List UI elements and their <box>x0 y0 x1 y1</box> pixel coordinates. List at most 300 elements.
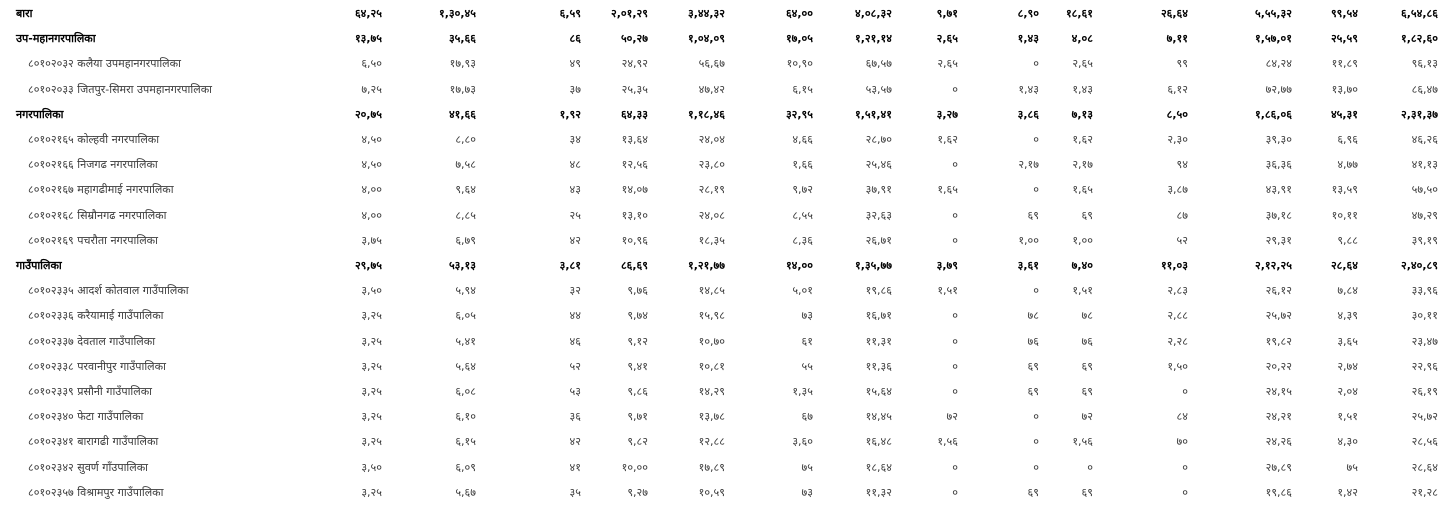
value-cell: ५३,१३ <box>448 259 476 272</box>
value-cell: ३,४४,३२ <box>688 7 725 20</box>
value-cell: ३९,३० <box>1265 133 1292 146</box>
value-cell: ३,२५ <box>361 410 382 424</box>
value-cell: ६,५९ <box>559 7 581 20</box>
value-cell: २९,३१ <box>1265 233 1292 247</box>
value-cell: ० <box>1033 284 1039 298</box>
value-cell: ७६ <box>1027 334 1039 348</box>
value-cell: ६,७९ <box>455 233 476 247</box>
value-cell: १४,८५ <box>698 284 725 298</box>
value-cell: ८६,४७ <box>1411 82 1438 96</box>
value-cell: ७० <box>1176 435 1188 449</box>
table-row <box>0 51 1453 76</box>
value-cell: ३,२५ <box>361 385 382 398</box>
table-row <box>0 228 1453 253</box>
value-cell: १,५० <box>1167 359 1188 373</box>
value-cell: ४३ <box>569 183 581 197</box>
value-cell: १०,५९ <box>698 485 725 499</box>
value-cell: २,८३ <box>1167 284 1188 298</box>
value-cell: १३,५९ <box>1331 183 1358 197</box>
value-cell: ९,८८ <box>1337 233 1358 247</box>
value-cell: ३,५० <box>361 284 382 298</box>
row-label: ८०१०२१६६ निजगढ नगरपालिका <box>28 158 158 172</box>
value-cell: ६,१५ <box>455 435 476 449</box>
value-cell: ८६ <box>569 32 581 46</box>
value-cell: ९,७६ <box>627 284 648 298</box>
table-row <box>0 379 1453 404</box>
value-cell: ६,०८ <box>455 385 476 398</box>
value-cell: १,४३ <box>1017 32 1039 46</box>
value-cell: १७,९३ <box>449 57 476 71</box>
value-cell: ७५ <box>801 460 813 474</box>
value-cell: ७२ <box>946 410 958 424</box>
value-cell: १,५१ <box>1337 410 1358 424</box>
value-cell: ९९ <box>1176 57 1188 71</box>
value-cell: ३,२७ <box>936 107 958 121</box>
value-cell: ४८ <box>569 158 581 172</box>
value-cell: १२,५६ <box>621 158 648 172</box>
value-cell: १०,७० <box>698 334 725 348</box>
value-cell: ५५ <box>801 359 813 373</box>
value-cell: २५,७२ <box>1265 309 1292 323</box>
row-label: उप-महानगरपालिका <box>16 32 96 46</box>
table-row <box>0 354 1453 379</box>
value-cell: ४६,२६ <box>1411 133 1438 146</box>
value-cell: २,०४ <box>1337 385 1358 398</box>
value-cell: ५,४१ <box>455 334 476 348</box>
row-label: ८०१०२१६७ महागढीमाई नगरपालिका <box>28 183 174 197</box>
value-cell: ३५ <box>569 485 581 499</box>
value-cell: ८,९० <box>1017 7 1039 20</box>
row-label: ८०१०२३३६ करैयामाई गाउँपालिका <box>28 309 164 323</box>
value-cell: ७,८४ <box>1337 284 1358 298</box>
value-cell: ७३ <box>801 485 813 499</box>
value-cell: ० <box>952 233 958 247</box>
value-cell: १६,७१ <box>865 309 892 323</box>
value-cell: १,९२ <box>559 107 581 121</box>
value-cell: ७३ <box>801 309 813 323</box>
value-cell: ४७,२९ <box>1411 208 1438 222</box>
table-row <box>0 429 1453 454</box>
value-cell: ० <box>1182 385 1188 398</box>
row-label: ८०१०२३४० फेटा गाउँपालिका <box>28 410 144 424</box>
value-cell: १३,७० <box>1331 82 1358 96</box>
value-cell: १,३५,७७ <box>855 259 892 272</box>
value-cell: १,१८,४६ <box>688 107 725 121</box>
value-cell: २८,७० <box>865 133 892 146</box>
table-row <box>0 77 1453 102</box>
value-cell: ५,९४ <box>455 284 476 298</box>
value-cell: ० <box>1033 435 1039 449</box>
value-cell: १,५७,०१ <box>1255 32 1292 46</box>
table-row-subtotal <box>0 26 1453 51</box>
value-cell: ९,७१ <box>627 410 648 424</box>
value-cell: १,४२ <box>1337 485 1358 499</box>
value-cell: ० <box>952 385 958 398</box>
value-cell: ३०,११ <box>1411 309 1438 323</box>
value-cell: ६९ <box>1081 385 1093 398</box>
value-cell: ५,५५,३२ <box>1255 7 1292 20</box>
value-cell: ११,०३ <box>1160 259 1188 272</box>
value-cell: २,४०,८९ <box>1401 259 1438 272</box>
value-cell: ११,८९ <box>1331 57 1358 71</box>
value-cell: ६४,३३ <box>620 107 648 121</box>
value-cell: २५ <box>569 208 581 222</box>
row-label: ८०१०२१६८ सिम्रौनगढ नगरपालिका <box>28 208 167 222</box>
value-cell: ८,३६ <box>792 233 813 247</box>
table-row-subtotal <box>0 1 1453 26</box>
value-cell: १५,६४ <box>865 385 892 398</box>
value-cell: २,१७ <box>1018 158 1039 172</box>
value-cell: ० <box>1182 485 1188 499</box>
value-cell: २,६५ <box>936 32 958 46</box>
row-label: ८०१०२३४२ सुवर्ण गाँउपालिका <box>28 460 149 474</box>
value-cell: १०,८१ <box>698 359 725 373</box>
value-cell: १४,४५ <box>865 410 892 424</box>
value-cell: ० <box>1087 460 1093 474</box>
value-cell: २४,९२ <box>621 57 648 71</box>
value-cell: ६,१० <box>455 410 476 424</box>
value-cell: ४५,३१ <box>1330 107 1358 121</box>
value-cell: ० <box>952 309 958 323</box>
value-cell: ५६,६७ <box>698 57 725 71</box>
value-cell: ५२ <box>1176 233 1188 247</box>
value-cell: ६१ <box>801 334 813 348</box>
value-cell: ३७,९१ <box>865 183 892 197</box>
value-cell: १,३०,४५ <box>439 7 476 20</box>
value-cell: १९,८२ <box>1265 334 1292 348</box>
value-cell: ७२,७७ <box>1265 82 1292 96</box>
value-cell: ४,७७ <box>1337 158 1358 172</box>
value-cell: १,४३ <box>1072 82 1093 96</box>
value-cell: ० <box>952 359 958 373</box>
table-row <box>0 329 1453 354</box>
value-cell: ७,११ <box>1166 32 1188 46</box>
value-cell: २,१७ <box>1072 158 1093 172</box>
value-cell: ९,८२ <box>627 435 648 449</box>
table-row <box>0 127 1453 152</box>
value-cell: २६,१९ <box>1411 385 1438 398</box>
value-cell: २४,१५ <box>1265 385 1292 398</box>
value-cell: २,२८ <box>1167 334 1188 348</box>
value-cell: ३,२५ <box>361 309 382 323</box>
value-cell: २४,०४ <box>698 133 725 146</box>
value-cell: १,२१,१४ <box>855 32 892 46</box>
row-label: ८०१०२३३९ प्रसौनी गाउँपालिका <box>28 385 153 398</box>
value-cell: ३४ <box>569 133 581 146</box>
value-cell: ७,५८ <box>455 158 476 172</box>
value-cell: ९४ <box>1176 158 1188 172</box>
value-cell: ८४ <box>1176 410 1188 424</box>
value-cell: १७,८९ <box>698 460 725 474</box>
value-cell: ० <box>952 82 958 96</box>
value-cell: ६,१२ <box>1167 82 1188 96</box>
value-cell: १,२१,७७ <box>688 259 725 272</box>
value-cell: ३,६५ <box>1337 334 1358 348</box>
value-cell: २५,५९ <box>1330 32 1358 46</box>
value-cell: ७६ <box>1081 334 1093 348</box>
value-cell: ९,२७ <box>627 485 648 499</box>
value-cell: ११,३२ <box>865 485 892 499</box>
value-cell: १,५६ <box>1072 435 1093 449</box>
value-cell: ३६,३६ <box>1265 158 1292 172</box>
value-cell: ४,३९ <box>1337 309 1358 323</box>
value-cell: २,१२,२५ <box>1255 259 1292 272</box>
value-cell: ० <box>952 208 958 222</box>
value-cell: २३,८० <box>698 158 725 172</box>
value-cell: ९,८६ <box>627 385 648 398</box>
value-cell: ३३,९६ <box>1411 284 1438 298</box>
value-cell: ८४,२४ <box>1265 57 1292 71</box>
value-cell: २,७४ <box>1337 359 1358 373</box>
value-cell: ८,५५ <box>792 208 813 222</box>
value-cell: ६९ <box>1081 485 1093 499</box>
value-cell: २,६५ <box>937 57 958 71</box>
value-cell: ६९ <box>1027 385 1039 398</box>
value-cell: ३९,१९ <box>1411 233 1438 247</box>
value-cell: २४,०८ <box>698 208 725 222</box>
value-cell: ३,२५ <box>361 435 382 449</box>
value-cell: ८७ <box>1176 208 1188 222</box>
value-cell: ३,८६ <box>1017 107 1039 121</box>
value-cell: ३,७९ <box>936 259 958 272</box>
value-cell: १,८२,६० <box>1401 32 1438 46</box>
value-cell: ६९ <box>1081 359 1093 373</box>
value-cell: ३,२५ <box>361 485 382 499</box>
value-cell: ० <box>1033 460 1039 474</box>
value-cell: १,३५ <box>792 385 813 398</box>
value-cell: ५०,२७ <box>620 32 648 46</box>
value-cell: ४,०८,३२ <box>855 7 892 20</box>
value-cell: १,५१,४१ <box>855 107 892 121</box>
value-cell: ९,७२ <box>792 183 813 197</box>
value-cell: २९,७५ <box>354 259 382 272</box>
value-cell: ५३ <box>569 385 581 398</box>
table-row <box>0 203 1453 228</box>
value-cell: ६७ <box>801 410 813 424</box>
value-cell: ९९,५४ <box>1330 7 1358 20</box>
row-label: ८०१०२१६५ कोल्हवी नगरपालिका <box>28 133 160 146</box>
value-cell: ३७ <box>569 82 581 96</box>
value-cell: २,०१,२९ <box>611 7 648 20</box>
value-cell: १,०० <box>1072 233 1093 247</box>
value-cell: १८,६४ <box>865 460 892 474</box>
value-cell: ३२,९५ <box>785 107 813 121</box>
value-cell: ४९ <box>569 57 581 71</box>
table-row <box>0 152 1453 177</box>
value-cell: २८,६४ <box>1411 460 1438 474</box>
value-cell: १८,६१ <box>1065 7 1093 20</box>
value-cell: ४७,४२ <box>698 82 725 96</box>
value-cell: ९,७४ <box>627 309 648 323</box>
table-row-subtotal <box>0 102 1453 127</box>
value-cell: २०,२२ <box>1265 359 1292 373</box>
value-cell: २०,७५ <box>354 107 382 121</box>
value-cell: २२,९६ <box>1411 359 1438 373</box>
value-cell: ० <box>952 485 958 499</box>
row-label: ८०१०२३४१ बारागढी गाउँपालिका <box>28 435 159 449</box>
value-cell: ९,४१ <box>627 359 648 373</box>
value-cell: १५,९८ <box>698 309 725 323</box>
value-cell: १०,०० <box>621 460 648 474</box>
value-cell: १७,०५ <box>785 32 813 46</box>
value-cell: ४२ <box>569 233 581 247</box>
table-row <box>0 303 1453 328</box>
row-label: ८०१०२१६९ पचरौता नगरपालिका <box>28 233 158 247</box>
value-cell: ३,५० <box>361 460 382 474</box>
value-cell: १२,८८ <box>698 435 725 449</box>
table-row <box>0 480 1453 505</box>
value-cell: १४,२९ <box>698 385 725 398</box>
value-cell: २६,१२ <box>1265 284 1292 298</box>
value-cell: ४१,१३ <box>1411 158 1438 172</box>
value-cell: २५,३५ <box>621 82 648 96</box>
value-cell: ० <box>1033 133 1039 146</box>
value-cell: ६९ <box>1081 208 1093 222</box>
value-cell: १,४३ <box>1018 82 1039 96</box>
value-cell: २७,८९ <box>1265 460 1292 474</box>
value-cell: ६,५४,८६ <box>1401 7 1438 20</box>
value-cell: १३,७५ <box>354 32 382 46</box>
value-cell: ५७,५० <box>1411 183 1438 197</box>
value-cell: ३७,१८ <box>1265 208 1292 222</box>
value-cell: ३,८७ <box>1167 183 1188 197</box>
value-cell: ० <box>1182 460 1188 474</box>
value-cell: ४२ <box>569 435 581 449</box>
value-cell: ८,८० <box>455 133 476 146</box>
value-cell: ७८ <box>1081 309 1093 323</box>
value-cell: ६,०९ <box>455 460 476 474</box>
value-cell: २३,४७ <box>1411 334 1438 348</box>
value-cell: २८,५६ <box>1411 435 1438 449</box>
value-cell: १,८६,०६ <box>1255 107 1292 121</box>
value-cell: ४,६६ <box>792 133 813 146</box>
value-cell: २६,६४ <box>1160 7 1188 20</box>
table-row <box>0 278 1453 303</box>
value-cell: ४,५० <box>361 158 382 172</box>
value-cell: ४४ <box>569 309 581 323</box>
row-label: ८०१०२३३७ देवताल गाउँपालिका <box>28 334 156 348</box>
value-cell: २,३१,३७ <box>1401 107 1438 121</box>
value-cell: ४,०० <box>361 208 382 222</box>
value-cell: ७,४० <box>1071 259 1093 272</box>
value-cell: ६,९६ <box>1337 133 1358 146</box>
value-cell: १,६२ <box>1072 133 1093 146</box>
value-cell: ४१,६६ <box>448 107 476 121</box>
value-cell: ७,१३ <box>1071 107 1093 121</box>
value-cell: ५,६७ <box>455 485 476 499</box>
value-cell: १८,३५ <box>698 233 725 247</box>
value-cell: २६,७१ <box>865 233 892 247</box>
value-cell: १,०४,०९ <box>688 32 725 46</box>
row-label: ८०१०२०३२ कलैया उपमहानगरपालिका <box>28 57 181 71</box>
value-cell: ४,३० <box>1337 435 1358 449</box>
value-cell: ६४,०० <box>785 7 813 20</box>
value-cell: ३,६० <box>792 435 813 449</box>
value-cell: ७२ <box>1081 410 1093 424</box>
value-cell: २४,२१ <box>1265 410 1292 424</box>
value-cell: ६९ <box>1027 208 1039 222</box>
value-cell: २५,७२ <box>1411 410 1438 424</box>
value-cell: १,६५ <box>1072 183 1093 197</box>
value-cell: ५२ <box>569 359 581 373</box>
value-cell: ८,५० <box>1166 107 1188 121</box>
value-cell: १,५१ <box>1072 284 1093 298</box>
value-cell: १४,०० <box>785 259 813 272</box>
value-cell: १९,८६ <box>865 284 892 298</box>
value-cell: २८,६४ <box>1330 259 1358 272</box>
value-cell: ० <box>952 334 958 348</box>
row-label: ८०१०२३५७ विश्रामपुर गाउँपालिका <box>28 485 164 499</box>
value-cell: ० <box>952 460 958 474</box>
value-cell: ७,२५ <box>361 82 382 96</box>
row-label: बारा <box>16 7 33 20</box>
table-row <box>0 455 1453 480</box>
row-label: ८०१०२०३३ जितपुर-सिमरा उपमहानगरपालिका <box>28 82 213 96</box>
value-cell: १०,११ <box>1331 208 1358 222</box>
value-cell: ४,०८ <box>1071 32 1093 46</box>
value-cell: ५,६४ <box>455 359 476 373</box>
value-cell: ३२ <box>569 284 581 298</box>
value-cell: ९६,१३ <box>1411 57 1438 71</box>
table-row <box>0 177 1453 202</box>
value-cell: ० <box>1033 183 1039 197</box>
table-row-subtotal <box>0 253 1453 278</box>
value-cell: १,५६ <box>937 435 958 449</box>
value-cell: ३,८१ <box>559 259 581 272</box>
value-cell: १६,४८ <box>865 435 892 449</box>
value-cell: ११,३१ <box>865 334 892 348</box>
value-cell: ० <box>952 158 958 172</box>
value-cell: ३२,६३ <box>865 208 892 222</box>
value-cell: ३६ <box>569 410 581 424</box>
row-label: गाउँपालिका <box>16 259 62 272</box>
value-cell: ५३,५७ <box>865 82 892 96</box>
value-cell: १३,६४ <box>621 133 648 146</box>
value-cell: ४६ <box>569 334 581 348</box>
value-cell: ६७,५७ <box>865 57 892 71</box>
value-cell: १०,९६ <box>621 233 648 247</box>
value-cell: १७,७३ <box>449 82 476 96</box>
value-cell: २१,२८ <box>1411 485 1438 499</box>
value-cell: २,६५ <box>1072 57 1093 71</box>
value-cell: १९,८६ <box>1265 485 1292 499</box>
value-cell: ७८ <box>1027 309 1039 323</box>
value-cell: ९,१२ <box>627 334 648 348</box>
value-cell: १३,७८ <box>698 410 725 424</box>
value-cell: ३,७५ <box>361 233 382 247</box>
value-cell: ४,०० <box>361 183 382 197</box>
value-cell: ३,२५ <box>361 359 382 373</box>
value-cell: १४,०७ <box>621 183 648 197</box>
value-cell: ७५ <box>1346 460 1358 474</box>
value-cell: ३,६१ <box>1017 259 1039 272</box>
value-cell: १,६६ <box>792 158 813 172</box>
value-cell: १०,९० <box>786 57 813 71</box>
value-cell: ९,७१ <box>936 7 958 20</box>
row-label: ८०१०२३३८ परवानीपुर गाउँपालिका <box>28 359 166 373</box>
value-cell: ६९ <box>1027 485 1039 499</box>
value-cell: १३,१० <box>621 208 648 222</box>
value-cell: २५,४६ <box>865 158 892 172</box>
value-cell: ० <box>1033 57 1039 71</box>
row-label: ८०१०२३३५ आदर्श कोतवाल गाउँपालिका <box>28 284 189 298</box>
value-cell: १,५१ <box>937 284 958 298</box>
value-cell: ६९ <box>1027 359 1039 373</box>
value-cell: १,६५ <box>937 183 958 197</box>
table-row <box>0 404 1453 429</box>
value-cell: ६,५० <box>361 57 382 71</box>
value-cell: १,०० <box>1018 233 1039 247</box>
